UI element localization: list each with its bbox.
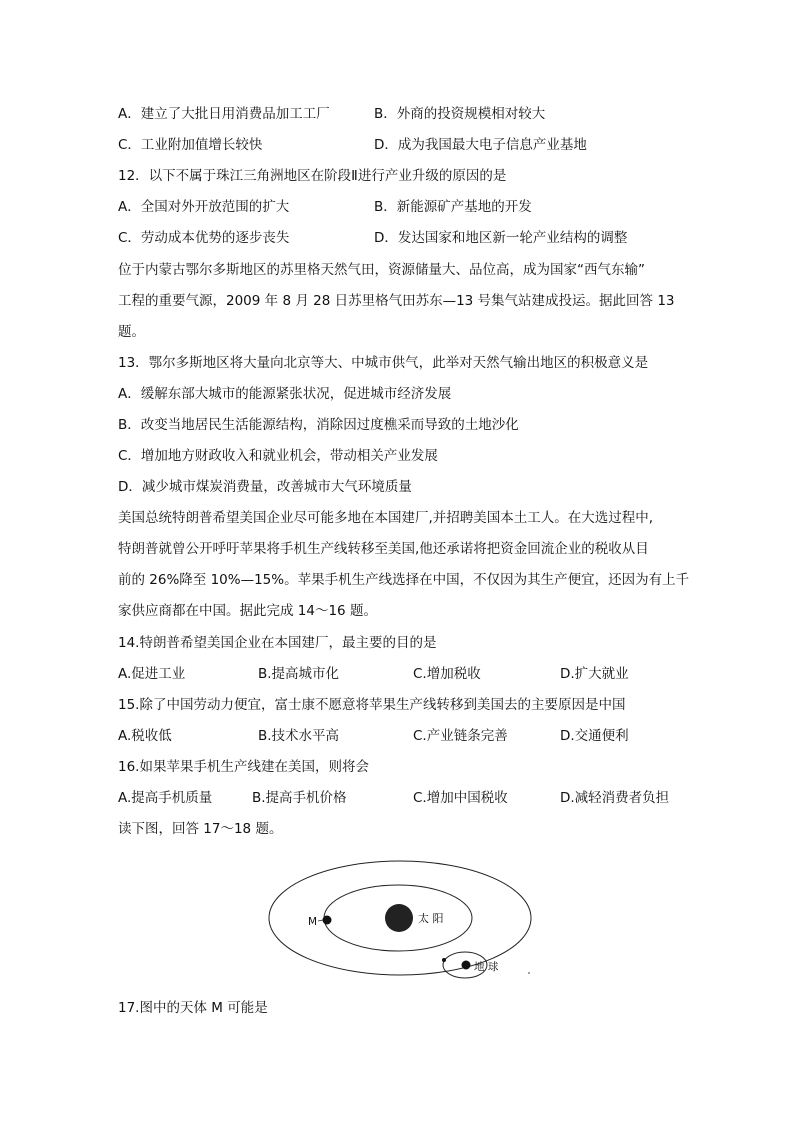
- outer-orbit: [269, 861, 531, 975]
- moon-icon: [442, 958, 446, 962]
- label-earth: 地 球: [474, 961, 499, 973]
- q13-stem: 13．鄂尔多斯地区将大量向北京等大、中城市供气，此举对天然气输出地区的积极意义是: [118, 355, 649, 371]
- q12-option-b: B．新能源矿产基地的开发: [374, 199, 532, 215]
- earth-icon: [462, 961, 471, 970]
- dot-mark: [528, 972, 530, 974]
- passage13-line-1: 位于内蒙古鄂尔多斯地区的苏里格天然气田，资源储量大、品位高，成为国家“西气东输”: [118, 262, 645, 278]
- passage14-line-1: 美国总统特朗普希望美国企业尽可能多地在本国建厂,并招聘美国本土工人。在大选过程中,: [118, 510, 654, 526]
- q12-option-d: D．发达国家和地区新一轮产业结构的调整: [374, 230, 628, 246]
- q12-option-c: C．劳动成本优势的逐步丧失: [118, 230, 290, 246]
- sun-icon: [385, 904, 413, 932]
- q17-stem: 17.图中的天体 M 可能是: [118, 1000, 268, 1016]
- q16-option-a: A.提高手机质量: [118, 790, 213, 806]
- q15-option-c: C.产业链条完善: [413, 728, 508, 744]
- inner-orbit: [324, 885, 472, 951]
- q15-option-a: A.税收低: [118, 728, 172, 744]
- q15-option-d: D.交通便利: [560, 728, 629, 744]
- q14-option-c: C.增加税收: [413, 666, 481, 682]
- passage13-line-2: 工程的重要气源，2009 年 8 月 28 日苏里格气田苏东—13 号集气站建成投运。据此回答 13: [118, 293, 675, 309]
- label-sun: 太 阳: [418, 912, 444, 925]
- q15-option-b: B.技术水平高: [258, 728, 340, 744]
- moon-orbit: [443, 952, 487, 978]
- q11-option-b: B．外商的投资规模相对较大: [374, 106, 546, 122]
- q12-stem: 12．以下不属于珠江三角洲地区在阶段Ⅱ进行产业升级的原因的是: [118, 168, 507, 184]
- m-body-icon: [323, 916, 332, 925]
- q11-option-a: A．建立了大批日用消费品加工工厂: [118, 106, 330, 122]
- q15-stem: 15.除了中国劳动力便宜，富士康不愿意将苹果生产线转移到美国去的主要原因是中国: [118, 697, 626, 713]
- q16-stem: 16.如果苹果手机生产线建在美国，则将会: [118, 759, 369, 775]
- q14-stem: 14.特朗普希望美国企业在本国建厂，最主要的目的是: [118, 635, 437, 651]
- q13-option-b: B．改变当地居民生活能源结构，消除因过度樵采而导致的土地沙化: [118, 417, 519, 433]
- q12-option-a: A．全国对外开放范围的扩大: [118, 199, 290, 215]
- q16-option-d: D.减轻消费者负担: [560, 790, 670, 806]
- passage14-line-4: 家供应商都在中国。据此完成 14～16 题。: [118, 603, 377, 619]
- passage14-line-3: 前的 26%降至 10%—15%。苹果手机生产线选择在中国，不仅因为其生产便宜，还因为有上千: [118, 572, 690, 588]
- q13-option-d: D．减少城市煤炭消费量，改善城市大气环境质量: [118, 479, 412, 495]
- passage13-line-3: 题。: [118, 324, 145, 340]
- q11-option-d: D．成为我国最大电子信息产业基地: [374, 137, 587, 153]
- q13-option-c: C．增加地方财政收入和就业机会，带动相关产业发展: [118, 448, 438, 464]
- q14-option-b: B.提高城市化: [258, 666, 340, 682]
- q14-option-d: D.扩大就业: [560, 666, 629, 682]
- q16-option-b: B.提高手机价格: [252, 790, 347, 806]
- m-pointer: [318, 920, 323, 921]
- q11-option-c: C．工业附加值增长较快: [118, 137, 263, 153]
- q16-option-c: C.增加中国税收: [413, 790, 508, 806]
- q14-option-a: A.促进工业: [118, 666, 186, 682]
- label-m: M: [308, 916, 318, 928]
- figure-intro: 读下图，回答 17～18 题。: [118, 821, 283, 837]
- passage14-line-2: 特朗普就曾公开呼吁苹果将手机生产线转移至美国,他还承诺将把资金回流企业的税收从目: [118, 541, 649, 557]
- q13-option-a: A．缓解东部大城市的能源紧张状况，促进城市经济发展: [118, 386, 452, 402]
